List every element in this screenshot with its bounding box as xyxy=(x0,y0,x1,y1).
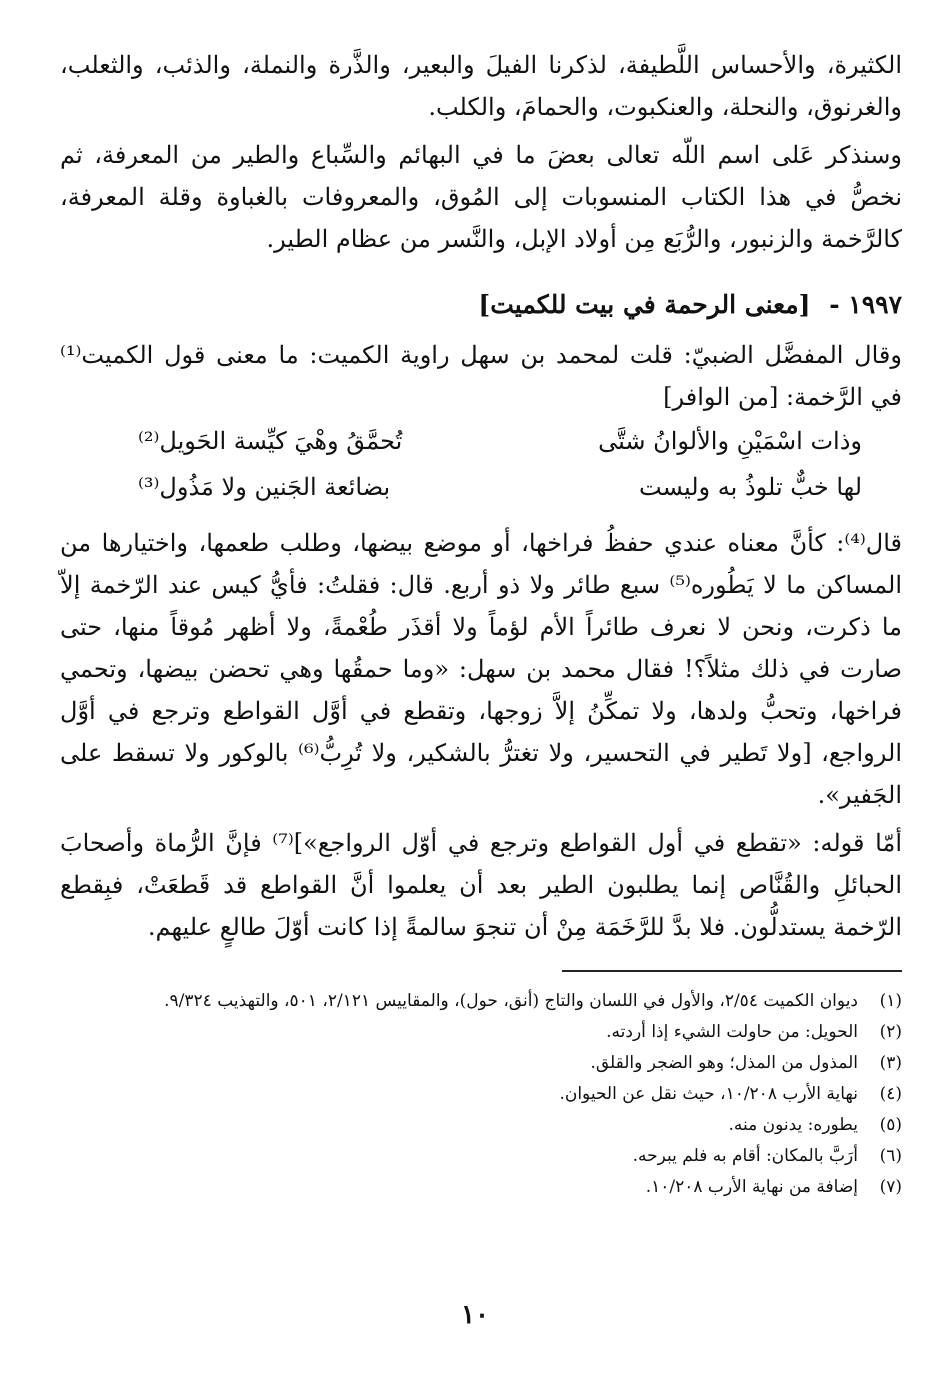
footnote xyxy=(60,1017,902,1048)
paragraph: وقال المفضَّل الضبيّ: قلت لمحمد بن سهل راوية الكميت: ما معنى قول الكميت⁽¹⁾ في الرَّخمة: [من الوافر] xyxy=(60,341,902,411)
footnote xyxy=(60,1141,902,1172)
footnote-text: إضافة من نهاية الأرب ١٠/٢٠٨. xyxy=(645,1177,858,1197)
verse-line xyxy=(60,418,902,464)
section-title: [معنى الرحمة في بيت للكميت] xyxy=(478,290,811,319)
verse-first-hemistich: لها خبٌّ تلوذُ به وليست xyxy=(639,473,862,501)
footnote-number: (٧) xyxy=(879,1177,902,1197)
footnote-number: (٤) xyxy=(879,1084,902,1104)
footnotes xyxy=(60,986,902,1203)
verse-second-hemistich: تُحمَّقُ وهْيَ كيِّسة الحَويل⁽²⁾ xyxy=(138,427,403,455)
footnote-text: أرَبَّ بالمكان: أقام به فلم يبرحه. xyxy=(632,1146,858,1166)
paragraph: وسنذكر عَلى اسم اللّه تعالى بعضَ ما في البهائم والسِّباع والطير من المعرفة، ثم نخصُّ في هذا الكتاب المنسوبات إلى المُوق، والمعروفات بالغباوة وقلة المعرفة، كالرَّخمة والزنبور، والرُّبَع مِن أولاد الإبل، والنَّسر من عظام الطير. xyxy=(60,141,902,253)
paragraph: قال⁽⁴⁾: كأنَّ معناه عندي حفظُ فراخها، أو موضع بيضها، وطلب طعمها، واختيارها من المساكن ما لا يَطُوره⁽⁵⁾ سبع طائر ولا ذو أربع. قال: فقلتُ: فأيُّ كيس عند الرّخمة إلاّ ما ذكرت، ونحن لا نعرف طائراً الأم لؤماً ولا أقذَر طُعْمةً، ولا أظهر مُوقاً منها، حتى صارت في ذلك مثلاً؟! فقال محمد بن سهل: «وما حمقُها وهي تحضن بيضها، وتحمي فراخها، وتحبُّ ولدها، ولا تمكِّنُ إلاَّ زوجها، وتقطع في أوَّل القواطع وترجع في أوَّل الرواجع، [ولا تَطير في التحسير، ولا تغترُّ بالشكير، ولا تُرِبُّ⁽⁶⁾ بالوكور ولا تسقط على الجَفير». xyxy=(60,529,903,809)
verse-first-hemistich: وذات اسْمَيْنِ والألوانُ شتَّى xyxy=(598,427,862,455)
footnote-text: يطوره: يدنون منه. xyxy=(728,1115,858,1135)
footnote xyxy=(60,1079,902,1110)
verse-second-hemistich: بضائعة الجَنين ولا مَذُول⁽³⁾ xyxy=(138,473,391,501)
paragraph: أمّا قوله: «تقطع في أول القواطع وترجع في أوّل الرواجع»]⁽⁷⁾ فإنَّ الرُّماة وأصحابَ الحبائلِ والقُنَّاص إنما يطلبون الطير بعد أن يعلموا أنَّ القواطع قد قَطعَتْ، فبِقطع الرّخمة يستدلُّون. فلا بدَّ للرَّخَمَة مِنْ أن تنجوَ سالمةً إذا كانت أوّلَ طالعٍ عليهم. xyxy=(60,829,902,941)
footnote-number: (٣) xyxy=(879,1053,902,1073)
verse-line xyxy=(60,464,902,510)
footnote xyxy=(60,1172,902,1203)
footnote-number: (٥) xyxy=(879,1115,902,1135)
page-body xyxy=(60,44,902,1203)
footnote-text: المذول من المذل؛ وهو الضجر والقلق. xyxy=(590,1053,858,1073)
footnote xyxy=(60,1110,902,1141)
footnote xyxy=(60,1048,902,1079)
footnote-number: (٢) xyxy=(879,1022,902,1042)
footnote-number: (١) xyxy=(879,991,902,1011)
footnote-number: (٦) xyxy=(879,1146,902,1166)
footnote-divider xyxy=(562,970,902,972)
footnote-text: ديوان الكميت ٢/٥٤، والأول في اللسان والتاج (أنق، حول)، والمقاييس ٢/١٢١، ٥٠١، والتهذيب ٩/٣٢٤. xyxy=(164,991,858,1011)
footnote-text: الحويل: من حاولت الشيء إذا أردته. xyxy=(606,1022,858,1042)
section-heading xyxy=(60,284,902,326)
paragraph: الكثيرة، والأحساس اللَّطيفة، لذكرنا الفيلَ والبعير، والذَّرة والنملة، والذئب، والثعلب، والغرنوق، والنحلة، والعنكبوت، والحمامَ، والكلب. xyxy=(60,51,903,121)
section-number: ١٩٩٧ - xyxy=(829,290,902,319)
footnote xyxy=(60,986,902,1017)
footnote-text: نهاية الأرب ١٠/٢٠٨، حيث نقل عن الحيوان. xyxy=(559,1084,858,1104)
page-number: ١٠ xyxy=(461,1300,489,1330)
